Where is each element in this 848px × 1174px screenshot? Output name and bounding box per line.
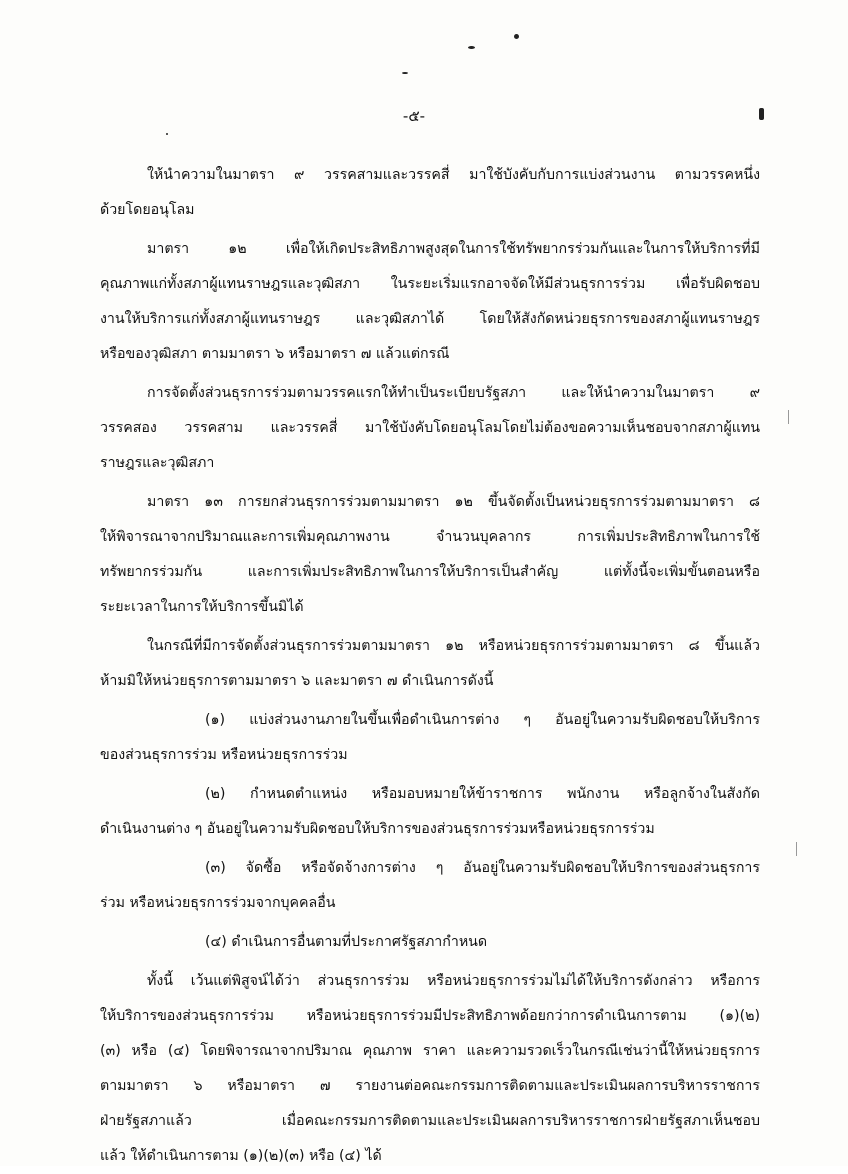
text-line: การจัดตั้งส่วนธุรการร่วมตามวรรคแรกให้ทำเป็นระเบียบรัฐสภา และให้นำความในมาตรา ๙ (147, 385, 760, 401)
text-line: ทั้งนี้ เว้นแต่พิสูจน์ได้ว่า ส่วนธุรการร่วม หรือหน่วยธุรการร่วมไม่ได้ให้บริการดังกล่าว หรือการ (147, 973, 760, 989)
text-line: (๓) จัดซื้อ หรือจัดจ้างการต่าง ๆ อันอยู่ในความรับผิดชอบให้บริการของส่วนธุรการ (205, 860, 760, 876)
text-line: (๓) หรือ (๔) โดยพิจารณาจากปริมาณ คุณภาพ ราคา และความรวดเร็วในกรณีเช่นว่านี้ให้หน่วยธุรการ (100, 1043, 760, 1059)
scan-speck (796, 842, 797, 856)
text-line: ราษฎรและวุฒิสภา (100, 455, 215, 471)
text-line: ดำเนินงานต่าง ๆ อันอยู่ในความรับผิดชอบให้บริการของส่วนธุรการร่วมหรือหน่วยธุรการร่วม (100, 821, 655, 837)
text-line: งานให้บริการแก่ทั้งสภาผู้แทนราษฎร และวุฒิสภาได้ โดยให้สังกัดหน่วยธุรการของสภาผู้แทนราษฎร (100, 311, 760, 327)
scan-speck (514, 34, 519, 39)
text-line: ด้วยโดยอนุโลม (100, 202, 195, 218)
scan-speck (166, 133, 168, 135)
text-line: ระยะเวลาในการให้บริการขึ้นมิได้ (100, 599, 304, 615)
text-line: ให้นำความในมาตรา ๙ วรรคสามและวรรคสี่ มาใช้บังคับกับการแบ่งส่วนงาน ตามวรรคหนึ่ง (147, 167, 760, 183)
text-line: ในกรณีที่มีการจัดตั้งส่วนธุรการร่วมตามมาตรา ๑๒ หรือหน่วยธุรการร่วมตามมาตรา ๘ ขึ้นแล้ว (147, 638, 760, 654)
text-line: (๑) แบ่งส่วนงานภายในขึ้นเพื่อดำเนินการต่าง ๆ อันอยู่ในความรับผิดชอบให้บริการ (205, 712, 760, 728)
text-line: ร่วม หรือหน่วยธุรการร่วมจากบุคคลอื่น (100, 895, 336, 911)
scan-speck (759, 108, 764, 120)
text-line: มาตรา ๑๒ เพื่อให้เกิดประสิทธิภาพสูงสุดในการใช้ทรัพยากรร่วมกันและในการให้บริการที่มี (147, 241, 760, 257)
text-line: ให้บริการของส่วนธุรการร่วม หรือหน่วยธุรการร่วมมีประสิทธิภาพด้อยกว่าการดำเนินการตาม (๑)(๒) (100, 1008, 760, 1024)
text-line: มาตรา ๑๓ การยกส่วนธุรการร่วมตามมาตรา ๑๒ ขึ้นจัดตั้งเป็นหน่วยธุรการร่วมตามมาตรา ๘ (147, 494, 760, 510)
text-line: หรือของวุฒิสภา ตามมาตรา ๖ หรือมาตรา ๗ แล้วแต่กรณี (100, 346, 450, 362)
text-line: วรรคสอง วรรคสาม และวรรคสี่ มาใช้บังคับโดยอนุโลมโดยไม่ต้องขอความเห็นชอบจากสภาผู้แทน (100, 420, 760, 436)
scan-speck (468, 46, 475, 49)
text-line: ให้พิจารณาจากปริมาณและการเพิ่มคุณภาพงาน จำนวนบุคลากร การเพิ่มประสิทธิภาพในการใช้ (100, 529, 760, 545)
scan-speck (788, 410, 789, 424)
text-line: ทรัพยากรร่วมกัน และการเพิ่มประสิทธิภาพในการให้บริการเป็นสำคัญ แต่ทั้งนี้จะเพิ่มขั้นตอนหรือ (100, 564, 760, 580)
text-line: แล้ว ให้ดำเนินการตาม (๑)(๒)(๓) หรือ (๔) ได้ (100, 1148, 382, 1164)
page-number: -๕- (402, 107, 426, 125)
text-line: คุณภาพแก่ทั้งสภาผู้แทนราษฎรและวุฒิสภา ในระยะเริ่มแรกอาจจัดให้มีส่วนธุรการร่วม เพื่อรับผิดชอบ (100, 276, 760, 292)
text-line: (๒) กำหนดตำแหน่ง หรือมอบหมายให้ข้าราชการ พนักงาน หรือลูกจ้างในสังกัด (205, 786, 760, 802)
text-line: ของส่วนธุรการร่วม หรือหน่วยธุรการร่วม (100, 747, 348, 763)
text-line: ตามมาตรา ๖ หรือมาตรา ๗ รายงานต่อคณะกรรมการติดตามและประเมินผลการบริหารราชการ (100, 1078, 760, 1094)
text-line: ห้ามมิให้หน่วยธุรการตามมาตรา ๖ และมาตรา ๗ ดำเนินการดังนี้ (100, 673, 494, 689)
scan-speck (402, 72, 408, 74)
document-body (100, 158, 760, 1174)
text-line: ฝ่ายรัฐสภาแล้ว เมื่อคณะกรรมการติดตามและประเมินผลการบริหารราชการฝ่ายรัฐสภาเห็นชอบ (100, 1113, 760, 1129)
text-line: (๔) ดำเนินการอื่นตามที่ประกาศรัฐสภากำหนด (205, 934, 488, 950)
